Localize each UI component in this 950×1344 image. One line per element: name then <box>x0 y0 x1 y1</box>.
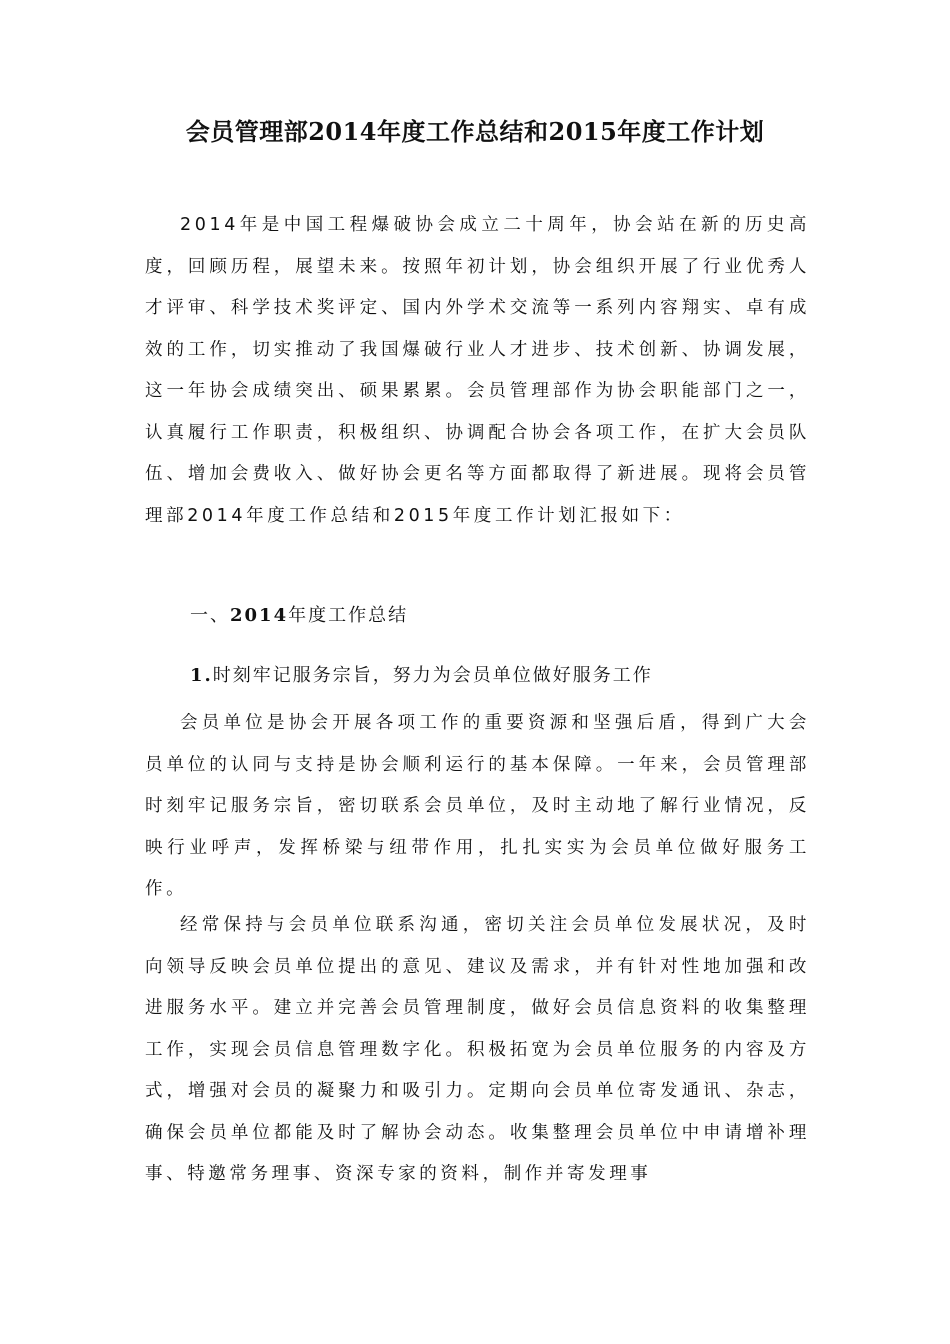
body-paragraph-1: 会员单位是协会开展各项工作的重要资源和坚强后盾，得到广大会员单位的认同与支持是协会顺利运行的基本保障。一年来，会员管理部时刻牢记服务宗旨，密切联系会员单位，及时主动地了解行业情况，反映行业呼声，发挥桥梁与纽带作用，扎扎实实为会员单位做好服务工作。 <box>145 713 810 899</box>
body-paragraph-2: 经常保持与会员单位联系沟通，密切关注会员单位发展状况，及时向领导反映会员单位提出的意见、建议及需求，并有针对性地加强和改进服务水平。建立并完善会员管理制度，做好会员信息资料的收集整理工作，实现会员信息管理数字化。积极拓宽为会员单位服务的内容及方式，增强对会员的凝聚力和吸引力。定期向会员单位寄发通讯、杂志，确保会员单位都能及时了解协会动态。收集整理会员单位中申请增补理事、特邀常务理事、资深专家的资料，制作并寄发理事 <box>145 915 810 1184</box>
document-title: 会员管理部2014年度工作总结和2015年度工作计划 <box>185 117 765 146</box>
section-heading-1 <box>190 601 408 631</box>
section-title: 年度工作总结 <box>288 605 409 626</box>
section-number: 一、 <box>190 605 230 626</box>
subsection-number: 1. <box>190 665 213 686</box>
subsection-heading-1 <box>190 661 653 691</box>
section-year: 2014 <box>230 605 289 626</box>
subsection-title: 时刻牢记服务宗旨，努力为会员单位做好服务工作 <box>212 665 653 686</box>
intro-paragraph: 2014年是中国工程爆破协会成立二十周年，协会站在新的历史高度，回顾历程，展望未来。按照年初计划，协会组织开展了行业优秀人才评审、科学技术奖评定、国内外学术交流等一系列内容翔实、卓有成效的工作，切实推动了我国爆破行业人才进步、技术创新、协调发展，这一年协会成绩突出、硕果累累。会员管理部作为协会职能部门之一，认真履行工作职责，积极组织、协调配合协会各项工作，在扩大会员队伍、增加会费收入、做好协会更名等方面都取得了新进展。现将会员管理部2014年度工作总结和2015年度工作计划汇报如下： <box>145 215 810 526</box>
